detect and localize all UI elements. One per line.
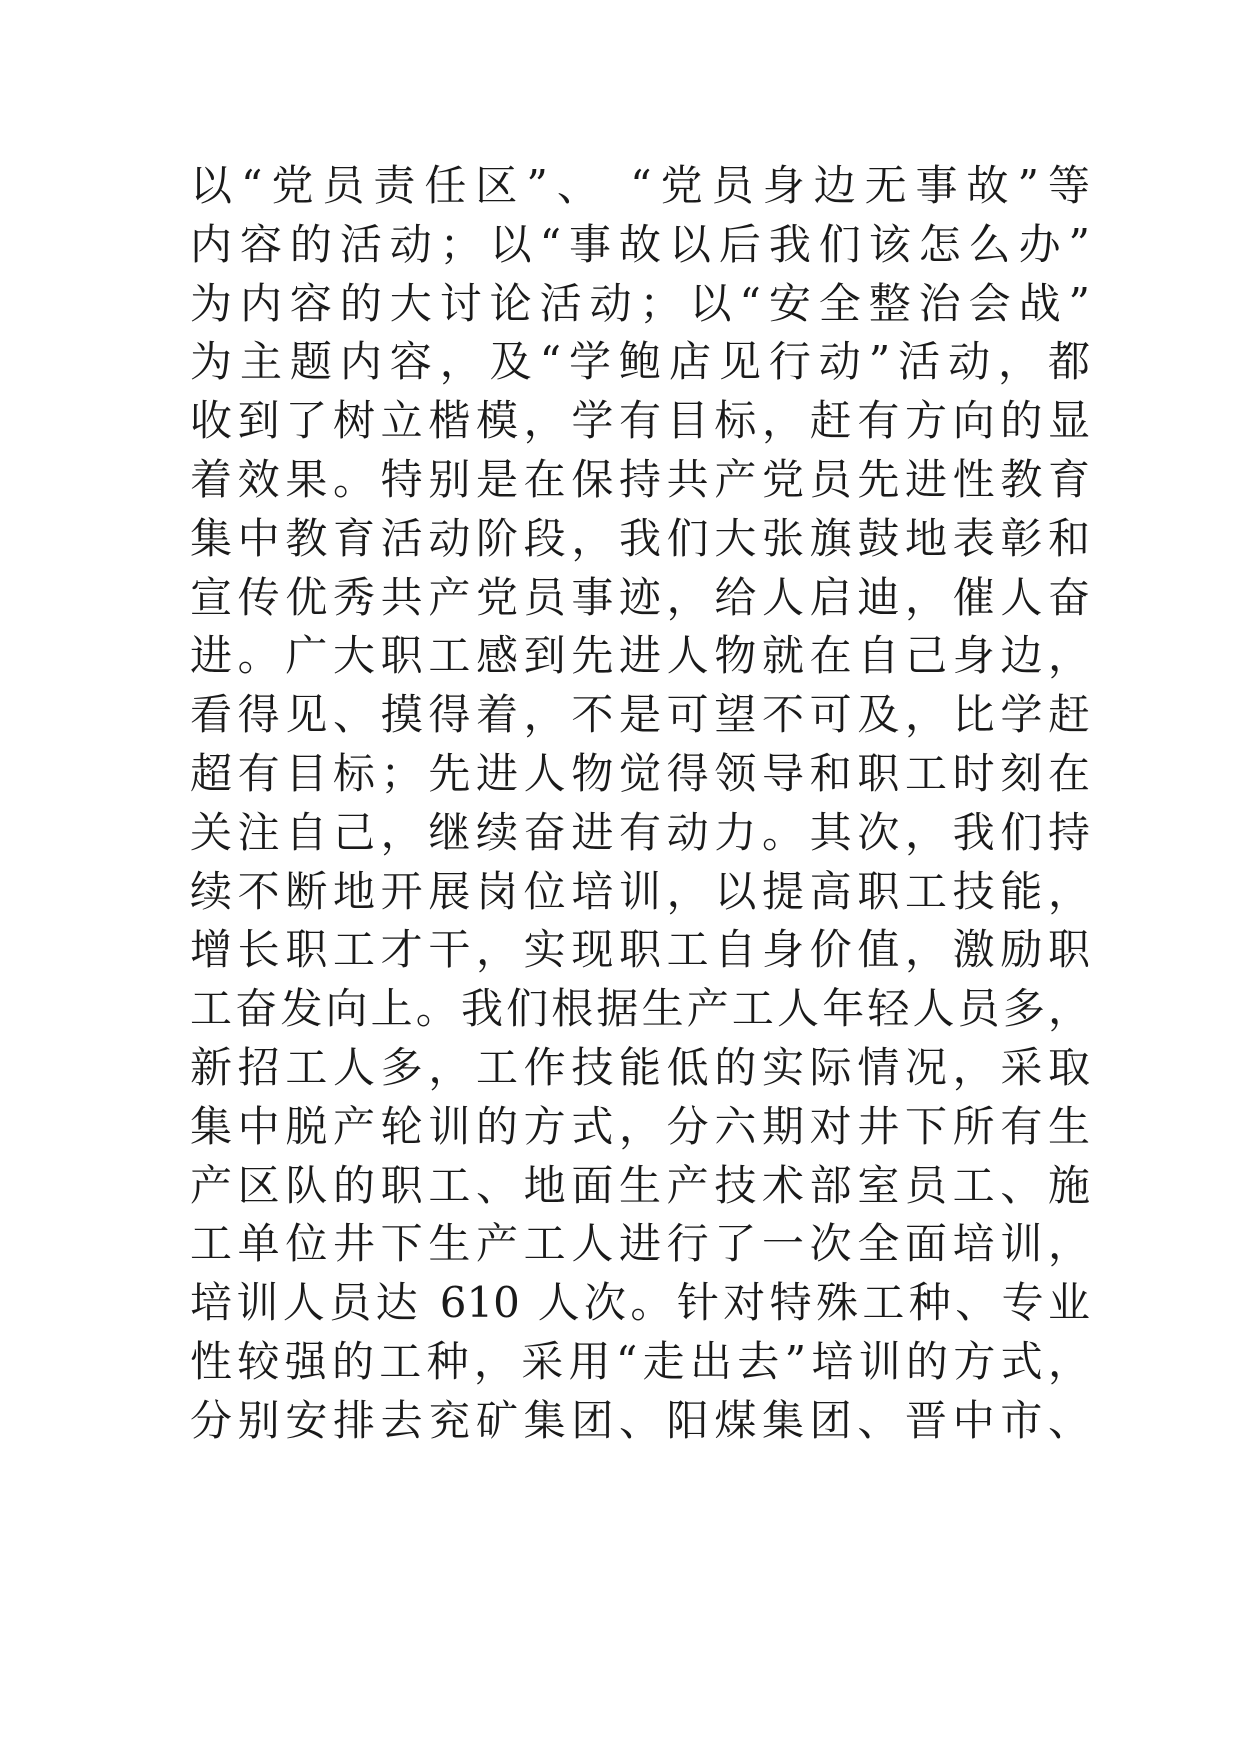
text-line: 以“党员责任区”、 “党员身边无事故”等 xyxy=(190,161,1090,210)
text-line: 内容的活动；以“事故以后我们该怎么办” xyxy=(190,219,1090,269)
text-line: 收到了树立楷模，学有目标，赶有方向的显 xyxy=(190,396,1090,446)
text-line: 性较强的工种，采用“走出去”培训的方式， xyxy=(190,1336,1090,1386)
text-line: 看得见、摸得着，不是可望不可及，比学赶 xyxy=(190,690,1090,740)
text-line: 工奋发向上。我们根据生产工人年轻人员多， xyxy=(190,984,1090,1034)
text-line: 为主题内容，及“学鲍店见行动”活动，都 xyxy=(190,337,1090,387)
text-line: 进。广大职工感到先进人物就在自己身边， xyxy=(190,631,1090,681)
text-line: 产区队的职工、地面生产技术部室员工、施 xyxy=(190,1160,1090,1210)
text-line: 培训人员达 610 人次。针对特殊工种、专业 xyxy=(190,1278,1090,1328)
text-line: 超有目标；先进人物觉得领导和职工时刻在 xyxy=(190,748,1090,798)
text-line: 工单位井下生产工人进行了一次全面培训， xyxy=(190,1219,1090,1269)
text-line: 着效果。特别是在保持共产党员先进性教育 xyxy=(190,454,1090,504)
text-line: 集中教育活动阶段，我们大张旗鼓地表彰和 xyxy=(190,513,1090,563)
text-line: 增长职工才干，实现职工自身价值，激励职 xyxy=(190,925,1090,975)
text-line: 为内容的大讨论活动；以“安全整治会战” xyxy=(190,278,1090,328)
text-line: 集中脱产轮训的方式，分六期对井下所有生 xyxy=(190,1101,1090,1151)
text-line: 分别安排去兖矿集团、阳煤集团、晋中市、 xyxy=(190,1395,1090,1445)
body-text xyxy=(190,157,1090,1451)
text-line: 宣传优秀共产党员事迹，给人启迪，催人奋 xyxy=(190,572,1090,622)
text-line: 续不断地开展岗位培训，以提高职工技能， xyxy=(190,866,1090,916)
text-line: 关注自己，继续奋进有动力。其次，我们持 xyxy=(190,807,1090,857)
text-line: 新招工人多，工作技能低的实际情况，采取 xyxy=(190,1042,1090,1092)
